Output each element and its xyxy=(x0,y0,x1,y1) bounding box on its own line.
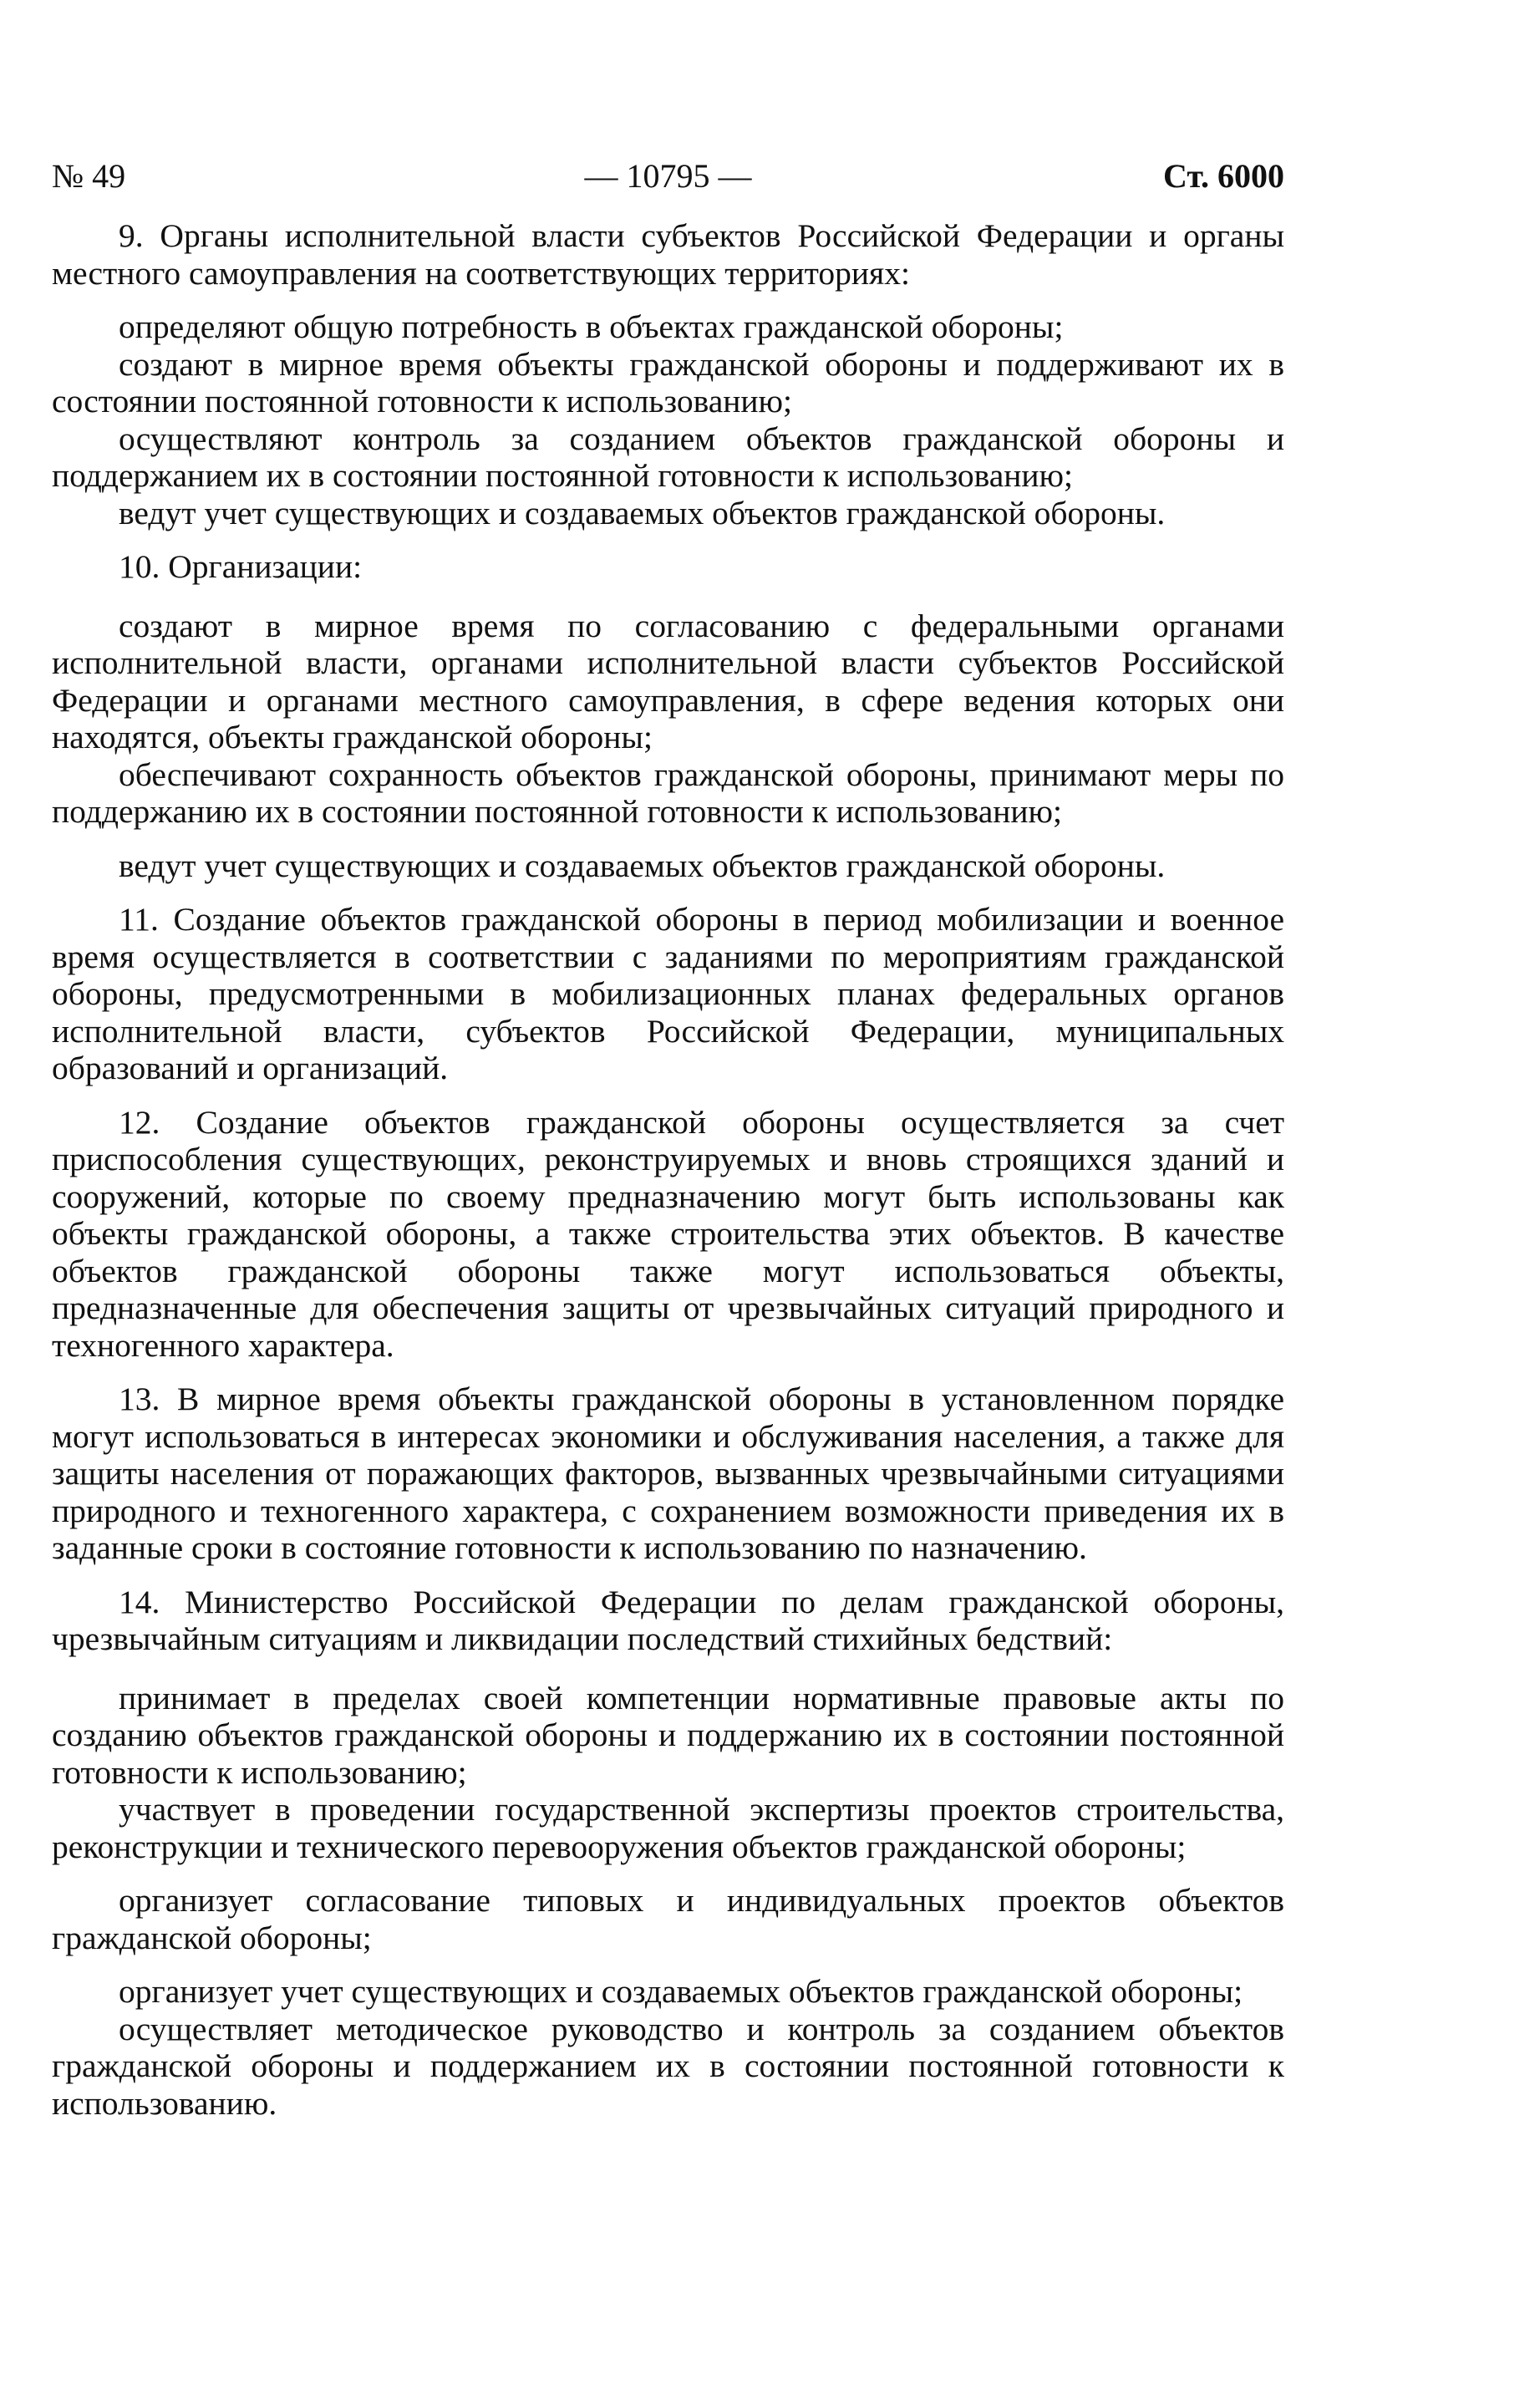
list-item: ведут учет существующих и создаваемых объектов гражданской обороны. xyxy=(119,847,1166,884)
page-header xyxy=(52,147,1284,206)
list-item: организует согласование типовых и индивидуальных проектов объектов гражданской обороны; xyxy=(52,1882,1284,1956)
page-number: — 10795 — xyxy=(584,157,752,195)
paragraph-14: 14. Министерство Российской Федерации по делам гражданской обороны, чрезвычайным ситуациям и ликвидации последствий стихийных бедствий: xyxy=(52,1583,1284,1657)
document-body xyxy=(52,217,1284,2122)
paragraph-13: 13. В мирное время объекты гражданской обороны в установленном порядке могут использоваться в интересах экономики и обслуживания населения, а также для защиты населения от поражающих факторов, вызванных чрезвычайными ситуациями природного и техногенного характера, с сохранением возможности приведения их в заданные сроки в состояние готовности к использованию по назначению. xyxy=(52,1381,1284,1566)
list-item: создают в мирное время объекты гражданской обороны и поддерживают их в состоянии постоянной готовности к использованию; xyxy=(52,345,1284,420)
list-item: определяют общую потребность в объектах гражданской обороны; xyxy=(119,308,1064,345)
article-number: Ст. 6000 xyxy=(1163,157,1284,195)
paragraph-9: 9. Органы исполнительной власти субъектов Российской Федерации и органы местного самоуправления на соответствующих территориях: xyxy=(52,217,1284,292)
list-item: осуществляет методическое руководство и контроль за созданием объектов гражданской обороны и поддержанием их в состоянии постоянной готовности к использованию. xyxy=(52,2010,1284,2122)
list-item: ведут учет существующих и создаваемых объектов гражданской обороны. xyxy=(119,494,1166,531)
paragraph-12: 12. Создание объектов гражданской обороны осуществляется за счет приспособления существующих, реконструируемых и вновь строящихся зданий и сооружений, которые по своему предназначению могут быть использованы как объекты гражданской обороны, а также строительства этих объектов. В качестве объектов гражданской обороны также могут использоваться объекты, предназначенные для обеспечения защиты от чрезвычайных ситуаций природного и техногенного характера. xyxy=(52,1103,1284,1364)
document-page xyxy=(52,147,1284,2122)
list-item: обеспечивают сохранность объектов гражданской обороны, принимают меры по поддержанию их в состоянии постоянной готовности к использованию; xyxy=(52,755,1284,830)
list-item: создают в мирное время по согласованию с федеральными органами исполнительной власти, органами исполнительной власти субъектов Российской Федерации и органами местного самоуправления, в сфере ведения которых они находятся, объекты гражданской обороны; xyxy=(52,607,1284,755)
list-item: организует учет существующих и создаваемых объектов гражданской обороны; xyxy=(119,1973,1243,2010)
list-item: осуществляют контроль за созданием объектов гражданской обороны и поддержанием их в состоянии постоянной готовности к использованию; xyxy=(52,420,1284,494)
list-item: принимает в пределах своей компетенции нормативные правовые акты по созданию объектов гражданской обороны и поддержанию их в состоянии постоянной готовности к использованию; xyxy=(52,1679,1284,1791)
paragraph-11: 11. Создание объектов гражданской обороны в период мобилизации и военное время осуществляется в соответствии с заданиями по мероприятиям гражданской обороны, предусмотренными в мобилизационных планах федеральных органов исполнительной власти, субъектов Российской Федерации, муниципальных образований и организаций. xyxy=(52,901,1284,1086)
list-item: участвует в проведении государственной экспертизы проектов строительства, реконструкции и технического перевооружения объектов гражданской обороны; xyxy=(52,1791,1284,1865)
paragraph-10: 10. Организации: xyxy=(119,548,363,585)
issue-number: № 49 xyxy=(52,157,126,195)
